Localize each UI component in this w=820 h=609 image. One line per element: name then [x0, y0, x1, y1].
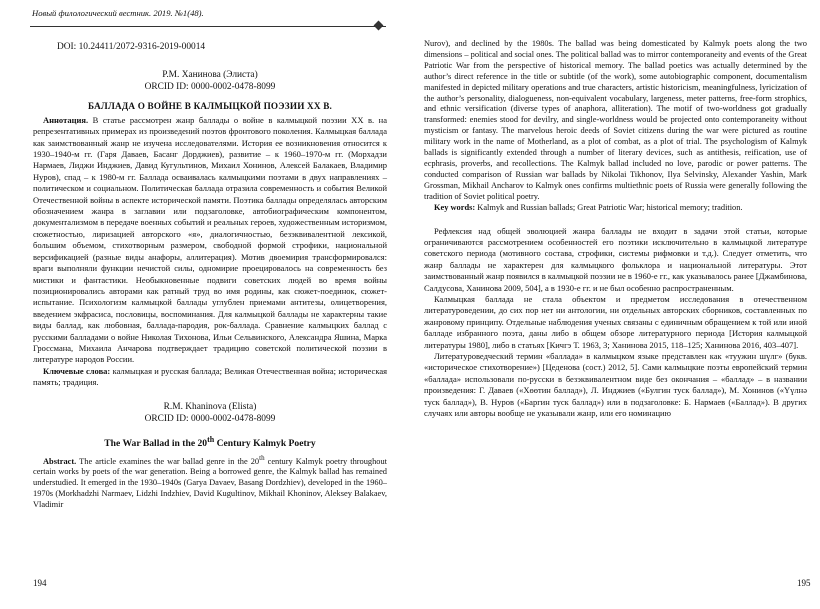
- article-title-en: [33, 435, 387, 450]
- abstract-ru-label: Аннотация.: [43, 114, 89, 125]
- keywords-ru: [33, 366, 387, 389]
- keywords-ru-text: калмыцкая и русская баллада; Великая Отечественная война; историческая память; традиция.: [33, 365, 388, 388]
- abstract-en-part1: The article examines the war ballad genre in the 20: [76, 456, 260, 466]
- title-en-part1: The War Ballad in the 20: [104, 437, 208, 449]
- article-title-ru: БАЛЛАДА О ВОЙНЕ В КАЛМЫЦКОЙ ПОЭЗИИ ХХ В.: [87, 100, 333, 111]
- header-ornament: [30, 22, 386, 30]
- right-column: [424, 39, 807, 419]
- right-page: [410, 0, 820, 609]
- keywords-en-label: Key words:: [434, 202, 476, 212]
- body-paragraph-2: Калмыцкая баллада не стала объектом и предметом исследования в отечественном литературоведении, до сих пор нет ни антологии, ни отдельных авторских сборников, составленных по жанровому принципу. Отдельные наблюдения ученых связаны с единичным обращением к той или иной балладе избранного поэта, даны либо в общем обзоре литературного периода [История калмыцкой литературы 1980], либо в статьях [Кичгэ Т. 1963, 3; Ханинова 2015, 118–125; Ханинова 2016, 403–407].: [424, 293, 807, 350]
- keywords-ru-label: Ключевые слова:: [43, 365, 111, 376]
- abstract-en-part2: century Kalmyk poetry throughout certain works by poets of the war generation. Being a borrowed genre, the Kalmyk ballad has remained understudied. It emerged in the 1930–1940s (Garya Davaev, Basang Dordzhiev), developed in the 1960–1970s (Morkhadzhi Narmaev, Lidzhi Indzhiev, David Kugultinov, Mikhail Khoninov, Aleksey Balakaev, Vladimir: [33, 456, 387, 510]
- keywords-en: [424, 203, 807, 214]
- page-number-left: 194: [33, 578, 47, 588]
- page-number-right: 195: [797, 578, 811, 588]
- doi: DOI: 10.24411/2072-9316-2019-00014: [57, 42, 206, 52]
- abstract-en-continued: Nurov), and declined by the 1980s. The ballad was being domesticated by Kalmyk poets along the two dimensions – political and social ones. The political ballad was to mirror contemporaneity and events of the Great Patriotic War from the perspective of historical memory. The ballad poetics was actually determined by the author’s direct reference in the title or subtitle (of the work), some autobiographic component, documentalism manifested in depicted military operations and true characters, artistic historicism, meaningfulness, lyricization of the author’s personality, dialogueness, non-equivalent vocabulary, largeness, meter patterns, free-form strophics, and ethnic versification (diverse types of anaphora, alliteration). The motif of two-worldness got gradually transformed: enemies stood for devilry, and single-worldness would be projected onto contemporaneity without mysticism or fantasy. The marvelous heroic deeds of Soviet citizens during the war were pictured as routine military work in the name of Motherland, as a plot of combat, as a plot of trial. The psychologism of Kalmyk ballads is significantly extended through a number of literary devices, such as antithesis, reification, use of ecphrasis, proverbs, and recollections. The Kalmyk ballad included no love, parodic or power patterns. The conducted comparison of Russian war ballads by Nikolai Tikhonov, Ilya Selvinsky, Alexander Yashin, Mark Grossman, Mikhail Ancharov to Kalmyk ones confirms multiethnic poets of Russia were generally following the tradition of Soviet political poetry.: [424, 39, 807, 201]
- abstract-ru: [33, 115, 387, 366]
- running-head: Новый филологический вестник. 2019. №1(48).: [32, 8, 204, 18]
- abstract-en-sup: th: [259, 453, 265, 462]
- body-paragraph-1: Рефлексия над общей эволюцией жанра баллады не входит в задачи этой статьи, которые ограничиваются рассмотрением особенностей его поэтики исключительно в калмыцкой литературе советского периода (мотивного состава, строфики, системы рифмовки и т.д.). Следует отметить, что жанр баллады не характерен для калмыцкого фольклора и национальной литературы. Этот заимствованный жанр появился в калмыцкой поэзии не в 1960-е гг., как указывалось ранее [Джамбинова, Салдусова, Ханинова 2009, 504], а в 1930-е гг. и не был особенно распространенным.: [424, 225, 807, 293]
- left-column: [33, 42, 387, 511]
- title-en-part2: Century Kalmyk Poetry: [214, 437, 316, 449]
- orcid-en: ORCID ID: 0000-0002-0478-8099: [144, 413, 276, 424]
- title-en-sup: th: [207, 434, 215, 444]
- author-ru: Р.М. Ханинова (Элиста): [162, 69, 258, 80]
- keywords-en-text: Kalmyk and Russian ballads; Great Patriotic War; historical memory; tradition.: [475, 202, 743, 212]
- ornament-diamond-icon: [374, 21, 384, 31]
- author-en: R.M. Khaninova (Elista): [163, 401, 257, 412]
- abstract-ru-text: В статье рассмотрен жанр баллады о войне в калмыцкой поэзии ХХ в. на репрезентативных примерах из произведений поэтов фронтового поколения. Калмыцкая баллада как заимствованный жанр не изучена исследователями. История ее возникновения относится к 1930–1940-м гг. (Гаря Даваев, Басанг Дорджиев), развитие – к 1960–1970-м гг. (Морхадзи Нармаев, Лиджи Инджиев, Давид Кугультинов, Михаил Хонинов, Алексей Балакаев, Владимир Нуров), спад – к 1980-м гг. Баллада осваивалась калмыцкими поэтами в двух направлениях – политическом и социальном. Политическая баллада отразила современность и события Великой Отечественной войны в аспекте исторической памяти. Поэтика баллады определялась авторским обозначением жанра в заглавии или подзаголовке, автобиографическим компонентом, документализмом в передаче военных событий и реальных героев, художественным историзмом, сюжетностью, лиризацией авторского «я», диалогичностью, безэквивалентной лексикой, большим объемом, стихотворным размером, свободной формой строфики, национальной версификацией (разные виды анафоры, аллитерация). Мотив двоемирия трансформировался: враги выполняли функции нечистой силы, одномирие проецировалось на современность без мистики и фантастики. Необыкновенные подвиги советских людей во время войны позиционировались авторами как ратный труд во имя родины, как сюжет-поединок, сюжет-испытание. Психологизм калмыцкой баллады углублен приемами антитезы, олицетворения, введением экфрасиса, пословицы, воспоминания. Для калмыцкой баллады не характерны такие виды баллад, как любовная, баллада-пародия, рок-баллада. Сравнение калмыцких баллад с русскими балладами о войне Николая Тихонова, Ильи Сельвинского, Александра Яшина, Марка Гроссмана, Михаила Анчарова подтверждает традицию советской политической поэзии в литературе народов России.: [33, 114, 387, 365]
- orcid-ru: ORCID ID: 0000-0002-0478-8099: [144, 81, 276, 92]
- body-paragraph-3: Литературоведческий термин «баллада» в калмыцком языке представлен как «туужин шүлг» (букв. «историческое стихотворение») [Цеденова (сост.) 2012, 5]. Сами калмыцкие поэты европейский термин «баллада» использовали по-русски в безэквивалентном виде без окончания – «баллад» – в названии произведения: Г. Даваев («Хөөтин баллад»), Л. Инджиев («Булгин туск баллад»), М. Хонинов («Үүлнә туск баллад»), В. Нуров («Баргин туск баллад») или в подзаголовке: Б. Нармаев («Баллад»). В других случаях или авторы вообще не указывали жанр, или его номинацию: [424, 350, 807, 418]
- abstract-en-label: Abstract.: [43, 456, 77, 466]
- abstract-en: [33, 453, 387, 511]
